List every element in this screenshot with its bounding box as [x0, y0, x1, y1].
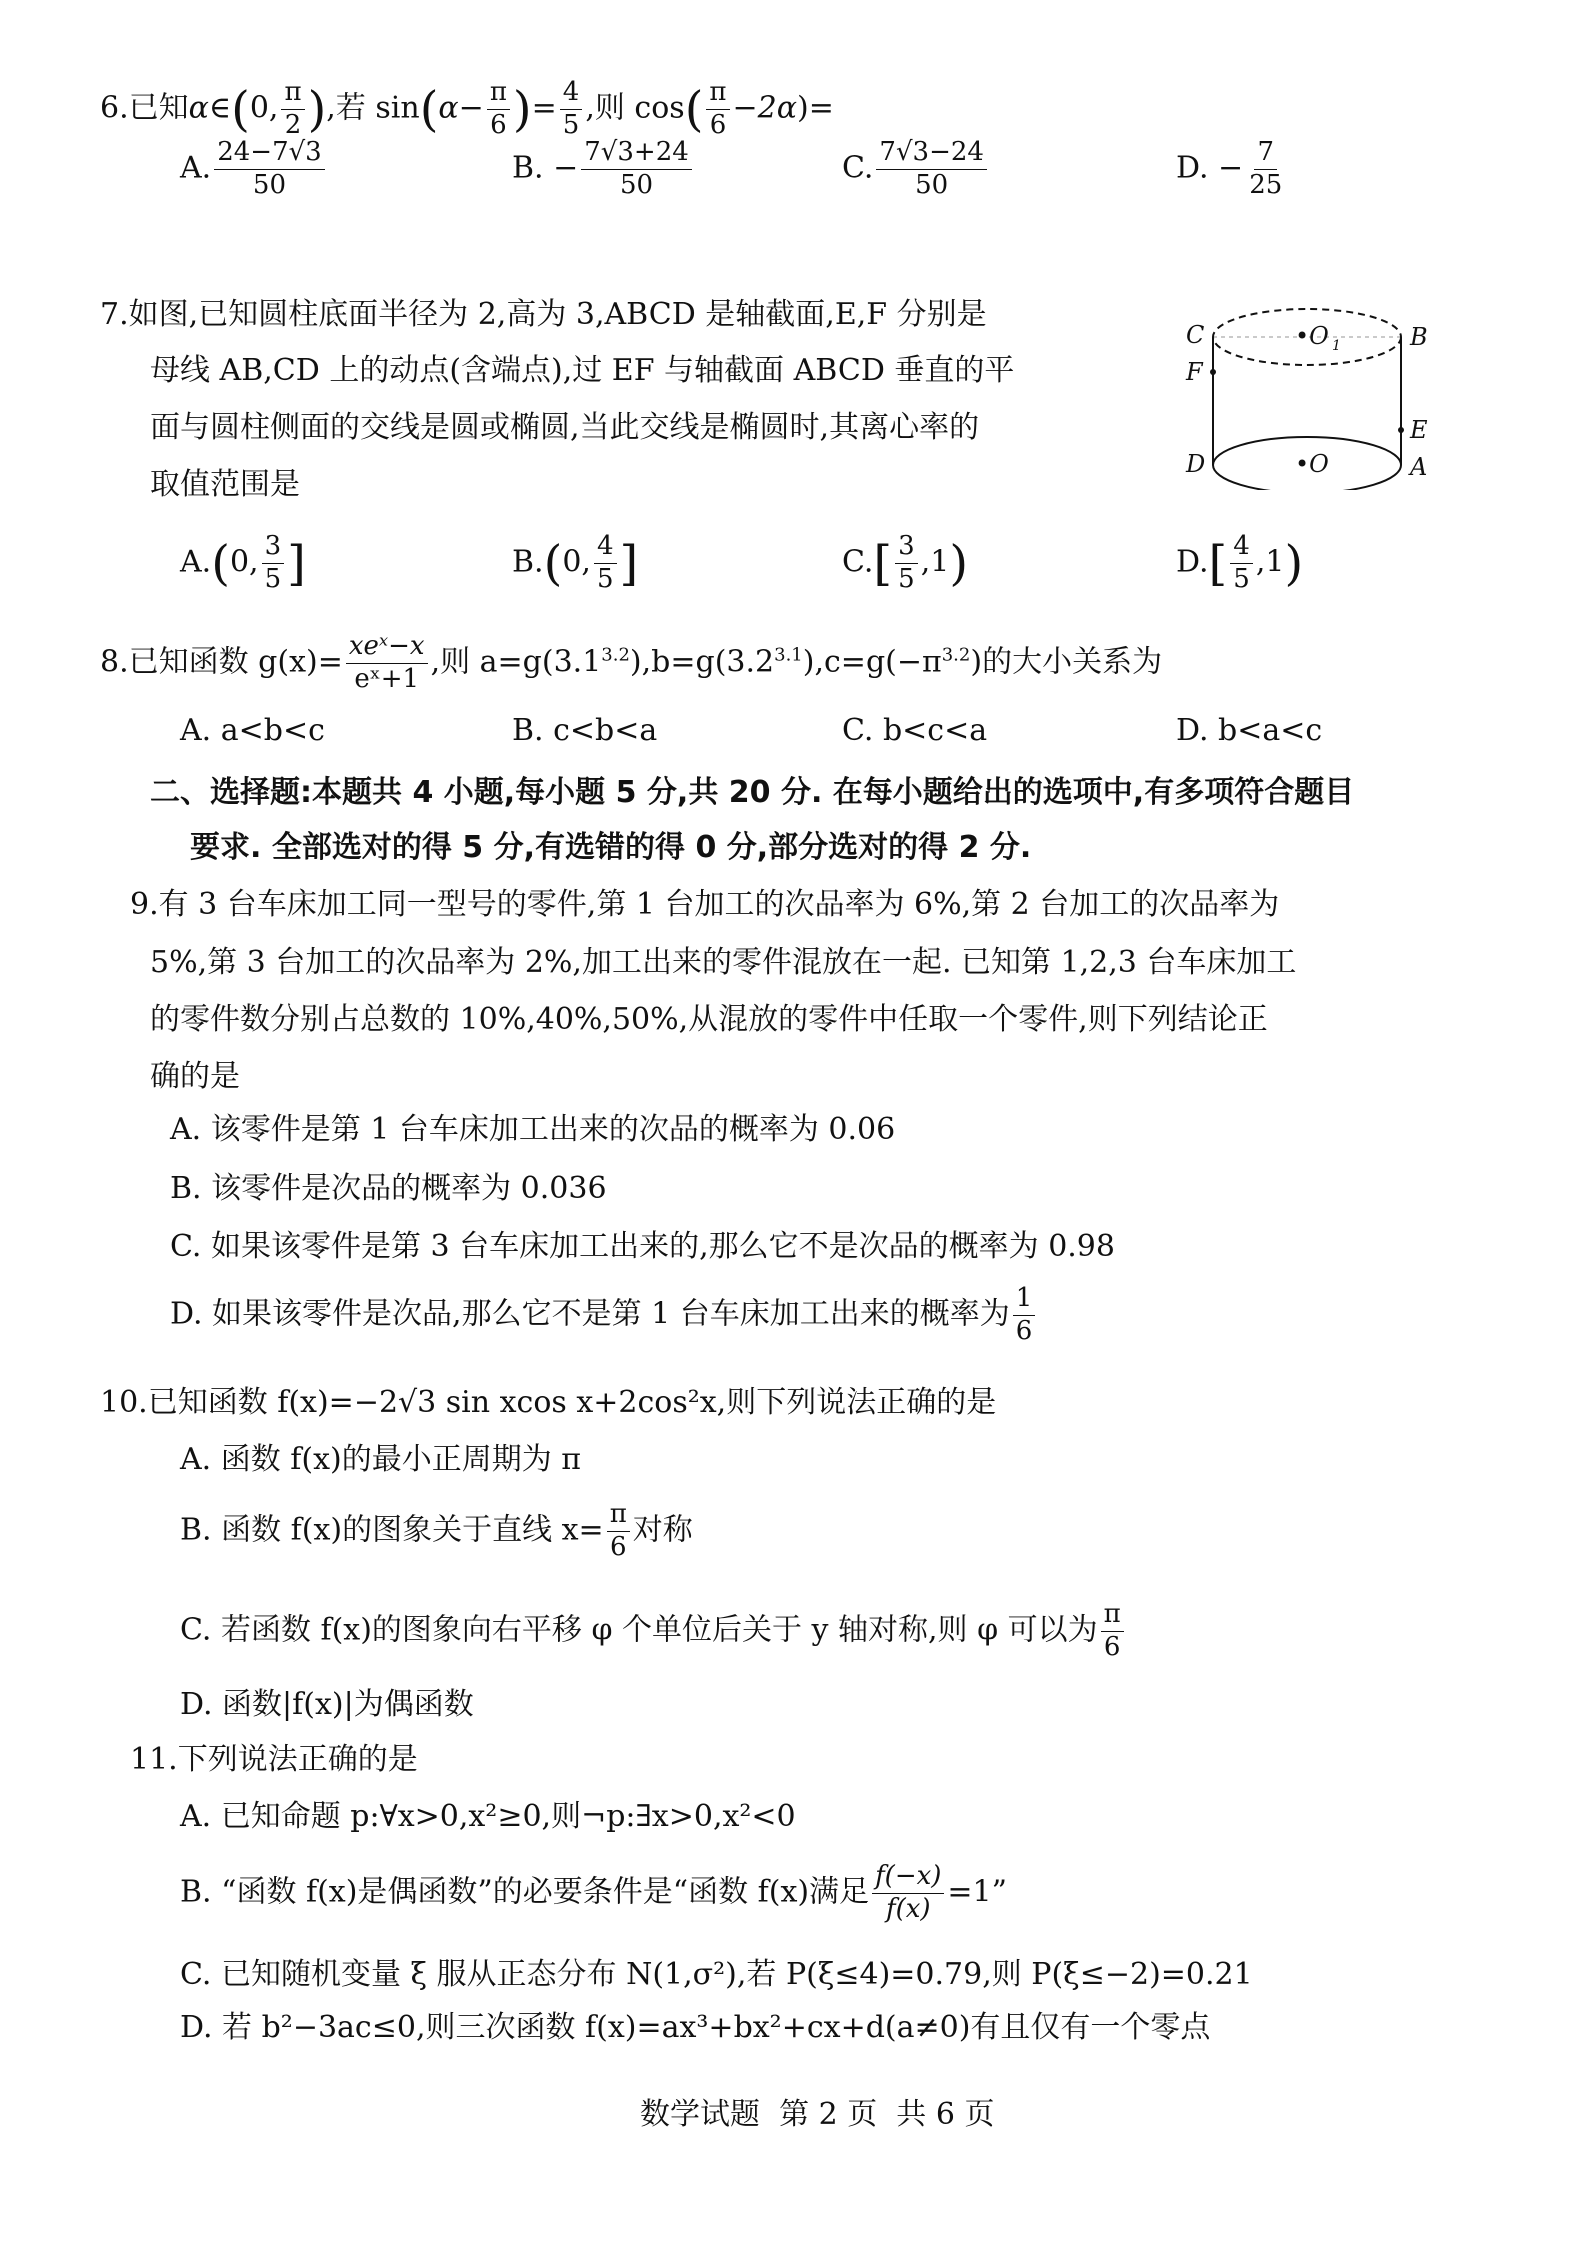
q6-option-b: B. − $\frac{7√3+24}{50}$: [512, 138, 695, 201]
q7-line-1: 7.如图,已知圆柱底面半径为 2,高为 3,ABCD 是轴截面,E,F 分别是: [100, 297, 987, 332]
section-2-heading-line-1: 二、选择题:本题共 4 小题,每小题 5 分,共 20 分. 在每小题给出的选项中,有多项符合题目: [150, 775, 1355, 810]
q11-stem: 11.下列说法正确的是: [130, 1742, 418, 1777]
label-f: F: [1186, 358, 1203, 386]
point-f: [1210, 369, 1216, 375]
q7-option-d: D.[ $\frac{4}{5}$ ,1): [1176, 531, 1304, 594]
q9-option-a: A. 该零件是第 1 台车床加工出来的次品的概率为 0.06: [170, 1112, 896, 1147]
q11-option-a: A. 已知命题 p:∀x>0,x²≥0,则¬p:∃x>0,x²<0: [180, 1799, 796, 1834]
q9-line-3: 的零件数分别占总数的 10%,40%,50%,从混放的零件中任取一个零件,则下列结论正: [150, 1002, 1268, 1037]
q6-option-c: C. $\frac{7√3-24}{50}$: [842, 138, 990, 201]
q9-line-2: 5%,第 3 台加工的次品率为 2%,加工出来的零件混放在一起. 已知第 1,2,3 台车床加工: [150, 945, 1297, 980]
label-o1-sub: 1: [1332, 338, 1341, 354]
label-a: A: [1410, 453, 1428, 481]
label-b: B: [1410, 323, 1428, 351]
q7-line-3: 面与圆柱侧面的交线是圆或椭圆,当此交线是椭圆时,其离心率的: [150, 410, 980, 445]
q7-option-c: C.[ $\frac{3}{5}$ ,1): [842, 531, 969, 594]
q8-option-a: A. a<b<c: [180, 713, 325, 748]
label-c: C: [1186, 321, 1205, 349]
label-o: •O: [1295, 450, 1329, 478]
q11-option-d: D. 若 b²−3ac≤0,则三次函数 f(x)=ax³+bx²+cx+d(a≠0)有且仅有一个零点: [180, 2010, 1211, 2045]
q10-option-b: B. 函数 f(x)的图象关于直线 x= $\frac{\pi}{6}$ 对称: [180, 1499, 693, 1562]
label-e: E: [1410, 416, 1428, 444]
q10-stem: 10.已知函数 f(x)=−2√3 sin xcos x+2cos²x,则下列说法正确的是: [100, 1385, 997, 1420]
q6-stem: 6.已知α∈(0, $\frac{\pi}{2}$ ),若 sin(α− $\frac{\pi}{6}$ )= $\frac{4}{5}$ ,则 cos( $\frac{\pi}{6}$ −2α)=: [100, 77, 834, 140]
q9-option-b: B. 该零件是次品的概率为 0.036: [170, 1171, 607, 1206]
q7-line-2: 母线 AB,CD 上的动点(含端点),过 EF 与轴截面 ABCD 垂直的平: [150, 353, 1015, 388]
page-footer: 数学试题 第 2 页 共 6 页: [640, 2097, 995, 2132]
q6-option-a: A. $\frac{24-7√3}{50}$: [180, 138, 328, 201]
label-d: D: [1186, 450, 1206, 478]
q8-option-c: C. b<c<a: [842, 713, 988, 748]
q10-option-d: D. 函数|f(x)|为偶函数: [180, 1687, 474, 1722]
q6-option-d: D. − $\frac{7}{25}$: [1176, 137, 1283, 200]
q9-line-1: 9.有 3 台车床加工同一型号的零件,第 1 台加工的次品率为 6%,第 2 台加工的次品率为: [130, 887, 1280, 922]
cylinder-figure: [1180, 300, 1440, 490]
q9-option-c: C. 如果该零件是第 3 台车床加工出来的,那么它不是次品的概率为 0.98: [170, 1229, 1115, 1264]
point-e: [1398, 427, 1404, 433]
q9-line-4: 确的是: [150, 1059, 240, 1094]
q8-option-b: B. c<b<a: [512, 713, 658, 748]
section-2-heading-line-2: 要求. 全部选对的得 5 分,有选错的得 0 分,部分选对的得 2 分.: [190, 830, 1032, 865]
q10-option-a: A. 函数 f(x)的最小正周期为 π: [180, 1442, 581, 1477]
q9-option-d: D. 如果该零件是次品,那么它不是第 1 台车床加工出来的概率为 $\frac{1}{6}$: [170, 1284, 1038, 1347]
q11-option-c: C. 已知随机变量 ξ 服从正态分布 N(1,σ²),若 P(ξ≤4)=0.79,则 P(ξ≤−2)=0.21: [180, 1957, 1253, 1992]
q8-stem: 8.已知函数 g(x)= xeˣ−x eˣ+1 ,则 $a=g(3.1^{3.2}),b=g(3.2^{3.1}),c=g(-\pi^{3.2})$的大小关系为: [100, 631, 1163, 694]
q7-option-b: B.(0, $\frac{4}{5}$ ]: [512, 531, 639, 594]
q8-option-d: D. b<a<c: [1176, 713, 1323, 748]
q10-option-c: C. 若函数 f(x)的图象向右平移 φ 个单位后关于 y 轴对称,则 φ 可以为 $\frac{\pi}{6}$: [180, 1600, 1127, 1663]
q7-option-a: A.(0, $\frac{3}{5}$ ]: [180, 531, 306, 594]
q11-option-b: B. “函数 f(x)是偶函数”的必要条件是“函数 f(x)满足 $\frac{f(-x)}{f(x)}$ =1”: [180, 1861, 1007, 1924]
label-o1: •O: [1295, 322, 1329, 350]
q7-line-4: 取值范围是: [150, 467, 300, 502]
